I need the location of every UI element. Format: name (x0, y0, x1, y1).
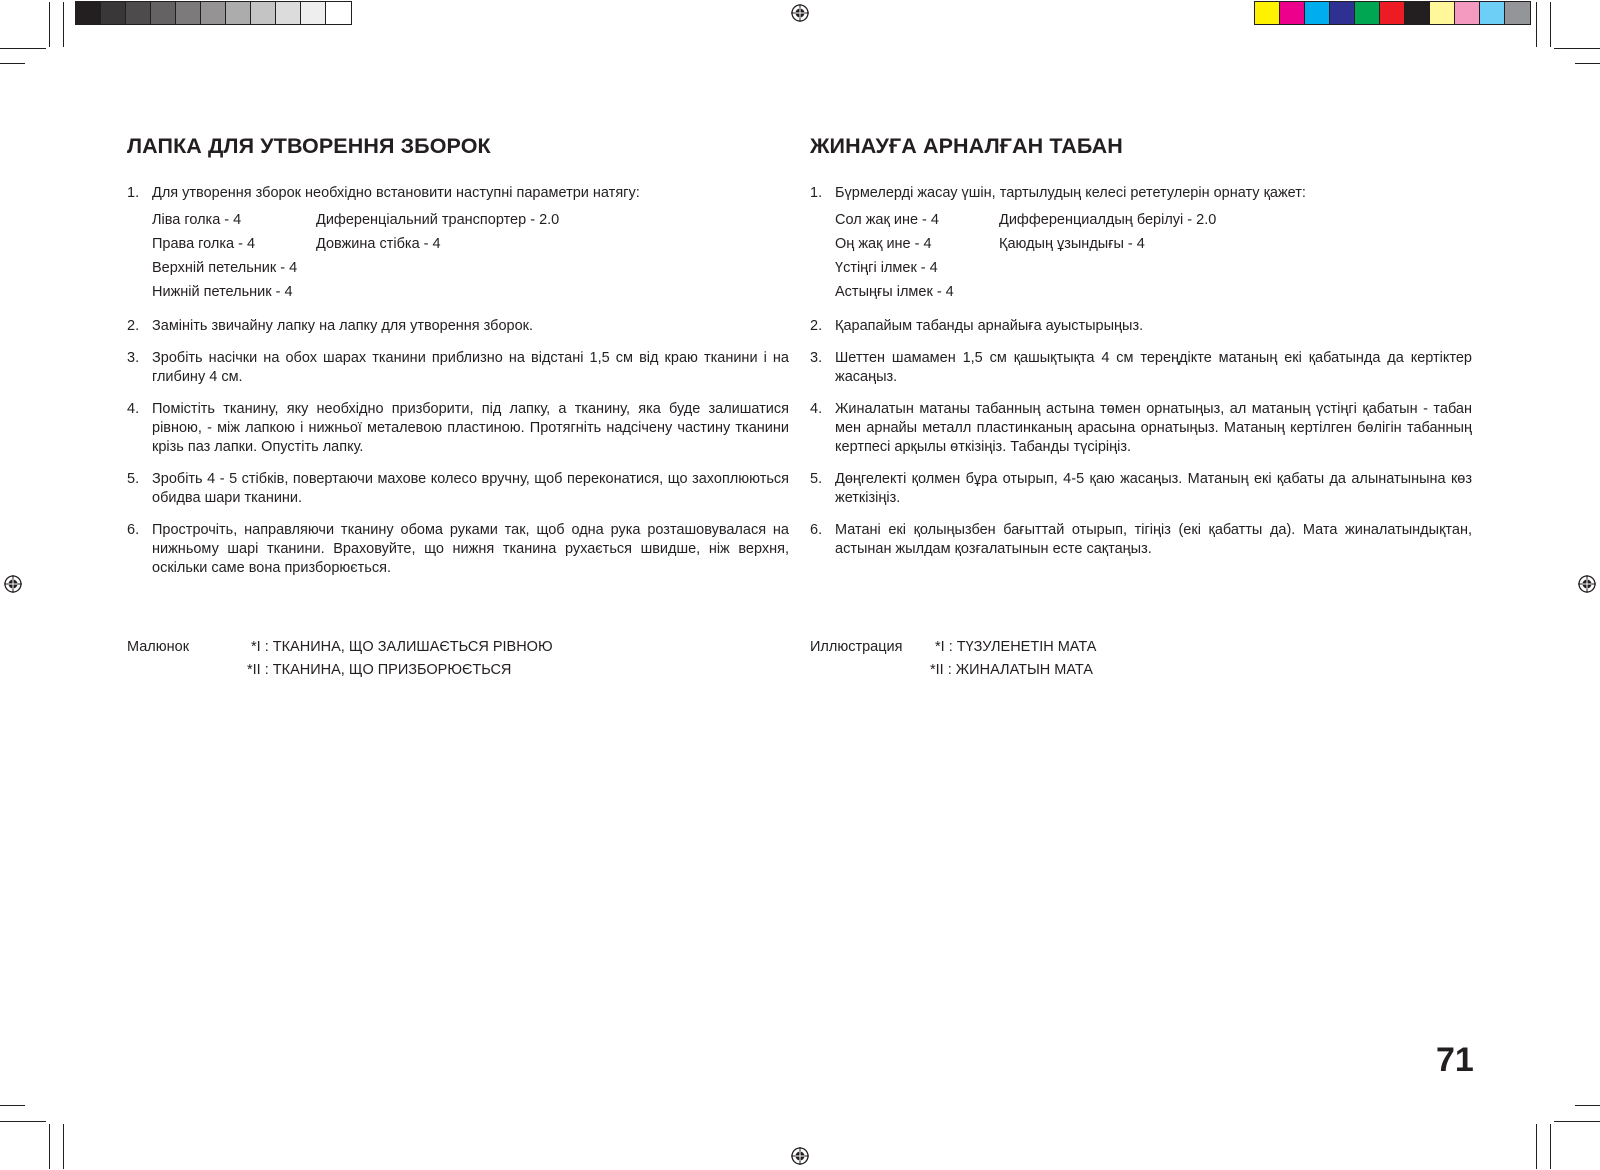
crop-mark (0, 1105, 25, 1106)
swatch (1305, 2, 1330, 24)
swatch (1430, 2, 1455, 24)
step-text: Дөңгелекті қолмен бұра отырып, 4-5 қаю жасаңыз. Матаның екі қабаты да алынатынына көз жеткізіңіз. (835, 471, 1472, 506)
registration-target-icon (791, 4, 809, 22)
setting: Нижній петельник - 4 (152, 284, 293, 300)
step-text: Прострочіть, направляючи тканину обома руками так, щоб одна рука розташовувалася на нижньому шарі тканини. Враховуйте, що нижня тканина рухається швидше, ніж верхня, оскільки саме вона призборюється. (152, 522, 789, 576)
registration-target-icon (4, 575, 22, 593)
setting: Диференціальний транспортер - 2.0 (316, 212, 560, 228)
step-item (127, 470, 789, 508)
swatch (1330, 2, 1355, 24)
step-item (810, 349, 1472, 387)
setting: Қаюдың ұзындығы - 4 (999, 236, 1145, 252)
step-text: Зробіть 4 - 5 стібків, повертаючи махове колесо вручну, щоб переконатися, що захоплюються обидва шари тканини. (152, 471, 789, 506)
step-item (127, 521, 789, 578)
step-item (810, 400, 1472, 457)
tension-settings (152, 208, 789, 304)
step-number: 2. (810, 318, 823, 334)
setting (316, 280, 789, 304)
figure-label: Иллюстрация (810, 639, 903, 655)
step-number: 5. (810, 471, 823, 487)
step-number: 1. (810, 185, 823, 201)
swatch (1505, 2, 1530, 24)
figure-caption: *I : ТҮЗУЛЕНЕТІН МАТА (935, 639, 1097, 655)
figure-legend (127, 636, 727, 686)
figure-caption: *II : ТКАНИНА, ЩО ПРИЗБОРЮЄТЬСЯ (247, 662, 512, 678)
swatch (276, 2, 301, 24)
setting: Довжина стібка - 4 (316, 236, 441, 252)
setting: Права голка - 4 (152, 236, 256, 252)
step-item (127, 184, 789, 304)
step-number: 6. (127, 522, 140, 538)
tension-settings (835, 208, 1472, 304)
step-item (127, 317, 789, 336)
swatch (251, 2, 276, 24)
crop-mark (1575, 1105, 1600, 1106)
section-title: ЛАПКА ДЛЯ УТВОРЕННЯ ЗБОРОК (127, 134, 491, 158)
swatch (76, 2, 101, 24)
setting: Астыңғы ілмек - 4 (835, 284, 954, 300)
step-text: Зробіть насічки на обох шарах тканини приблизно на відстані 1,5 см від краю тканини і на глибину 4 см. (152, 350, 789, 385)
process-color-bar (1254, 1, 1531, 25)
crop-mark (49, 2, 50, 47)
crop-mark (63, 2, 64, 47)
figure-legend (810, 636, 1410, 686)
step-text: Матані екі қолыңызбен бағыттай отырып, тігіңіз (екі қабатты да). Мата жиналатындықтан, астынан жылдам қозғалатынын есте сақтаңыз. (835, 522, 1472, 557)
setting: Сол жақ ине - 4 (835, 212, 939, 228)
setting: Верхній петельник - 4 (152, 260, 298, 276)
step-text: Помістіть тканину, яку необхідно призборити, під лапку, а тканину, яка буде залишатися рівною, - між лапкою і нижньої металевою пластиною. Протягніть надсічену частину тканини крізь паз лапки. Опустіть лапку. (152, 401, 789, 455)
swatch (1280, 2, 1305, 24)
crop-mark (0, 1121, 46, 1122)
setting: Дифференциалдың берілуі - 2.0 (999, 212, 1217, 228)
grayscale-color-bar (75, 1, 352, 25)
swatch (301, 2, 326, 24)
swatch (151, 2, 176, 24)
step-item (810, 470, 1472, 508)
step-text: Шеттен шамамен 1,5 см қашықтықта 4 см тереңдікте матаның екі қабатында да кертіктер жасаңыз. (835, 350, 1472, 385)
registration-target-icon (791, 1147, 809, 1165)
step-text: Жиналатын матаны табанның астына төмен орнатыңыз, ал матаның үстіңгі қабатын - табан мен арнайы металл пластинканың арасына орнатыңыз. Матаның кертілген бөлігін табанның кертпесі арқылы өткізіңіз. Табанды түсіріңіз. (835, 401, 1472, 455)
setting (999, 256, 1472, 280)
swatch (201, 2, 226, 24)
swatch (1480, 2, 1505, 24)
step-item (127, 400, 789, 457)
left-column (127, 128, 789, 591)
crop-mark (1536, 2, 1537, 47)
crop-mark (1575, 63, 1600, 64)
setting: Оң жақ ине - 4 (835, 236, 932, 252)
swatch (1380, 2, 1405, 24)
step-number: 2. (127, 318, 140, 334)
figure-caption: *II : ЖИНАЛАТЫН МАТА (930, 662, 1093, 678)
swatch (1405, 2, 1430, 24)
step-item (810, 521, 1472, 559)
step-number: 3. (127, 350, 140, 366)
step-text: Для утворення зборок необхідно встановити наступні параметри натягу: (152, 185, 640, 201)
crop-mark (1536, 1124, 1537, 1169)
step-number: 4. (810, 401, 823, 417)
setting: Ліва голка - 4 (152, 212, 242, 228)
figure-label: Малюнок (127, 639, 190, 655)
setting (316, 256, 789, 280)
swatch (176, 2, 201, 24)
step-text: Қарапайым табанды арнайыға ауыстырыңыз. (835, 318, 1144, 334)
swatch (1455, 2, 1480, 24)
swatch (1355, 2, 1380, 24)
step-number: 4. (127, 401, 140, 417)
crop-mark (49, 1124, 50, 1169)
crop-mark (1554, 48, 1600, 49)
swatch (101, 2, 126, 24)
right-column (810, 128, 1472, 572)
registration-target-icon (1578, 575, 1596, 593)
step-number: 1. (127, 185, 140, 201)
setting: Үстіңгі ілмек - 4 (835, 260, 938, 276)
page-number: 71 (1436, 1041, 1474, 1079)
crop-mark (1550, 2, 1551, 47)
step-number: 3. (810, 350, 823, 366)
section-title: ЖИНАУҒА АРНАЛҒАН ТАБАН (810, 134, 1123, 158)
crop-mark (1550, 1124, 1551, 1169)
step-number: 6. (810, 522, 823, 538)
crop-mark (63, 1124, 64, 1169)
steps-list (810, 184, 1472, 559)
figure-caption: *I : ТКАНИНА, ЩО ЗАЛИШАЄТЬСЯ РІВНОЮ (251, 639, 553, 655)
swatch (126, 2, 151, 24)
step-text: Бүрмелерді жасау үшін, тартылудың келесі рететулерін орнату қажет: (835, 185, 1306, 201)
swatch (1255, 2, 1280, 24)
swatch (226, 2, 251, 24)
crop-mark (1554, 1121, 1600, 1122)
steps-list (127, 184, 789, 578)
step-text: Замініть звичайну лапку на лапку для утворення зборок. (152, 318, 534, 334)
step-item (810, 317, 1472, 336)
step-item (810, 184, 1472, 304)
step-number: 5. (127, 471, 140, 487)
swatch (326, 2, 351, 24)
crop-mark (0, 63, 25, 64)
setting (999, 280, 1472, 304)
step-item (127, 349, 789, 387)
crop-mark (0, 48, 46, 49)
